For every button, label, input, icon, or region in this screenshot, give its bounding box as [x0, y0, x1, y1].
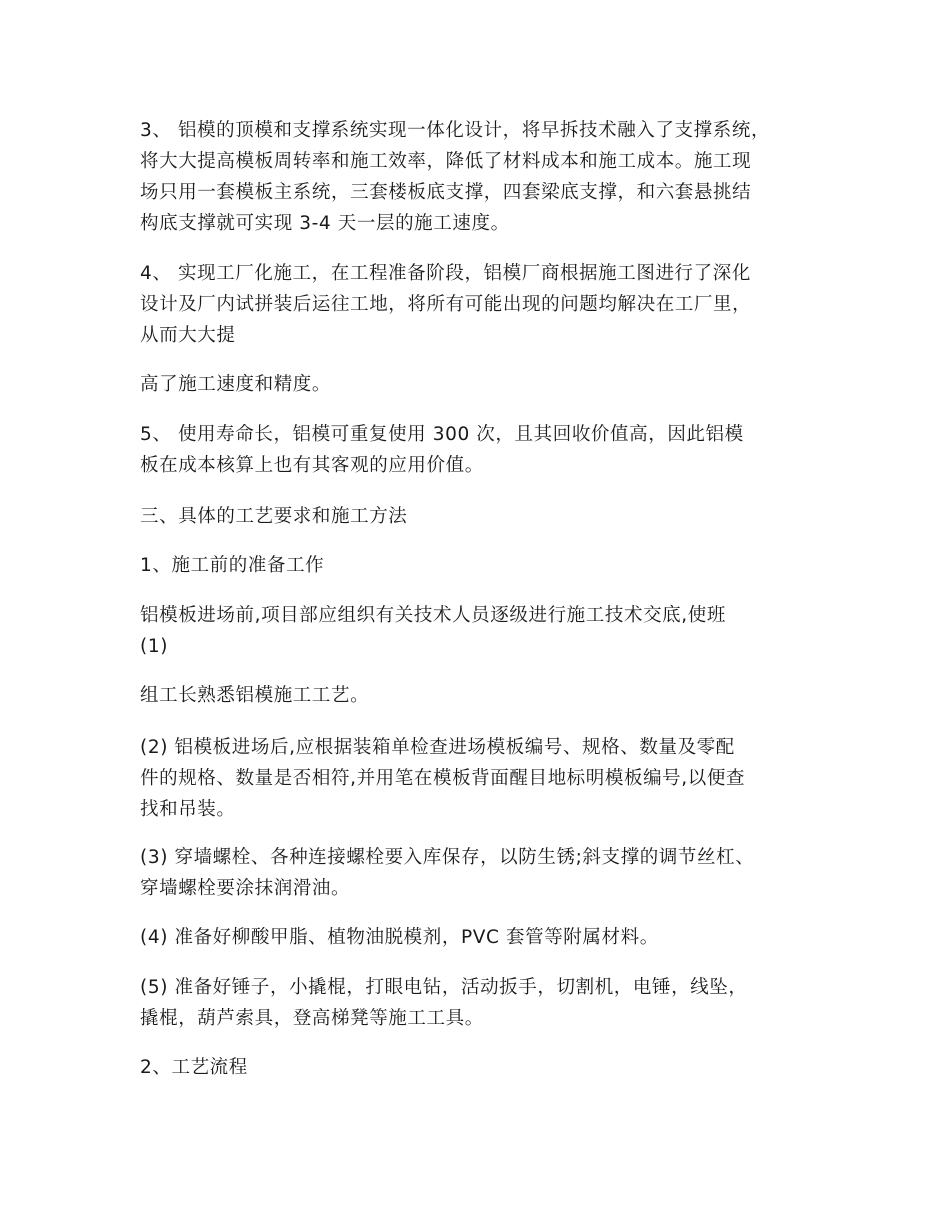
text-line: (1) — [140, 636, 169, 657]
paragraph-point-4 — [140, 258, 830, 351]
text-line: 找和吊装。 — [140, 799, 236, 820]
paragraph-prep-2 — [140, 732, 830, 825]
text-line: 4、 实现工厂化施工，在工程准备阶段，铝模厂商根据施工图进行了深化 — [140, 263, 751, 284]
text-line: 2、工艺流程 — [140, 1057, 248, 1078]
text-line: 场只用一套模板主系统，三套楼板底支撑，四套梁底支撑，和六套悬挑结 — [140, 182, 752, 203]
text-line: 组工长熟悉铝模施工工艺。 — [140, 685, 370, 706]
text-line: 设计及厂内试拼装后运往工地，将所有可能出现的问题均解决在工厂里， — [140, 294, 752, 315]
text-line: 从而大大提 — [140, 325, 236, 346]
text-line: 铝模板进场前,项目部应组织有关技术人员逐级进行施工技术交底,使班 — [140, 605, 726, 626]
paragraph-prep-1 — [140, 600, 830, 662]
text-line: 将大大提高模板周转率和施工效率，降低了材料成本和施工成本。施工现 — [140, 151, 752, 172]
subsection-heading — [140, 1052, 830, 1083]
paragraph-point-5 — [140, 419, 830, 481]
paragraph-point-4-continued — [140, 369, 830, 400]
text-line: 5、 使用寿命长，铝模可重复使用 300 次，且其回收价值高，因此铝模 — [140, 424, 744, 445]
text-line: 穿墙螺栓要涂抹润滑油。 — [140, 878, 351, 899]
paragraph-prep-4 — [140, 922, 830, 953]
text-line: 板在成本核算上也有其客观的应用价值。 — [140, 455, 484, 476]
paragraph-prep-1-continued — [140, 680, 830, 711]
text-line: 撬棍，葫芦索具，登高梯凳等施工工具。 — [140, 1008, 484, 1029]
paragraph-prep-3 — [140, 842, 830, 904]
text-line: 3、 铝模的顶模和支撑系统实现一体化设计，将早拆技术融入了支撑系统， — [140, 120, 771, 141]
text-line: (2) 铝模板进场后,应根据装箱单检查进场模板编号、规格、数量及零配 — [140, 737, 735, 758]
text-line: 高了施工速度和精度。 — [140, 374, 332, 395]
paragraph-point-3 — [140, 115, 830, 239]
text-line: (3) 穿墙螺栓、各种连接螺栓要入库保存，以防生锈;斜支撑的调节丝杠、 — [140, 847, 755, 868]
text-line: 构底支撑就可实现 3-4 天一层的施工速度。 — [140, 213, 510, 234]
section-heading — [140, 501, 830, 532]
paragraph-prep-5 — [140, 972, 830, 1034]
text-line: 三、具体的工艺要求和施工方法 — [140, 506, 408, 527]
text-line: (5) 准备好锤子，小撬棍，打眼电钻，活动扳手，切割机，电锤，线坠， — [140, 977, 748, 998]
text-line: 件的规格、数量是否相符,并用笔在模板背面醒目地标明模板编号,以便查 — [140, 768, 746, 789]
text-line: 1、施工前的准备工作 — [140, 555, 325, 576]
subsection-heading — [140, 550, 830, 581]
text-line: (4) 准备好柳酸甲脂、植物油脱模剂，PVC 套管等附属材料。 — [140, 927, 659, 948]
